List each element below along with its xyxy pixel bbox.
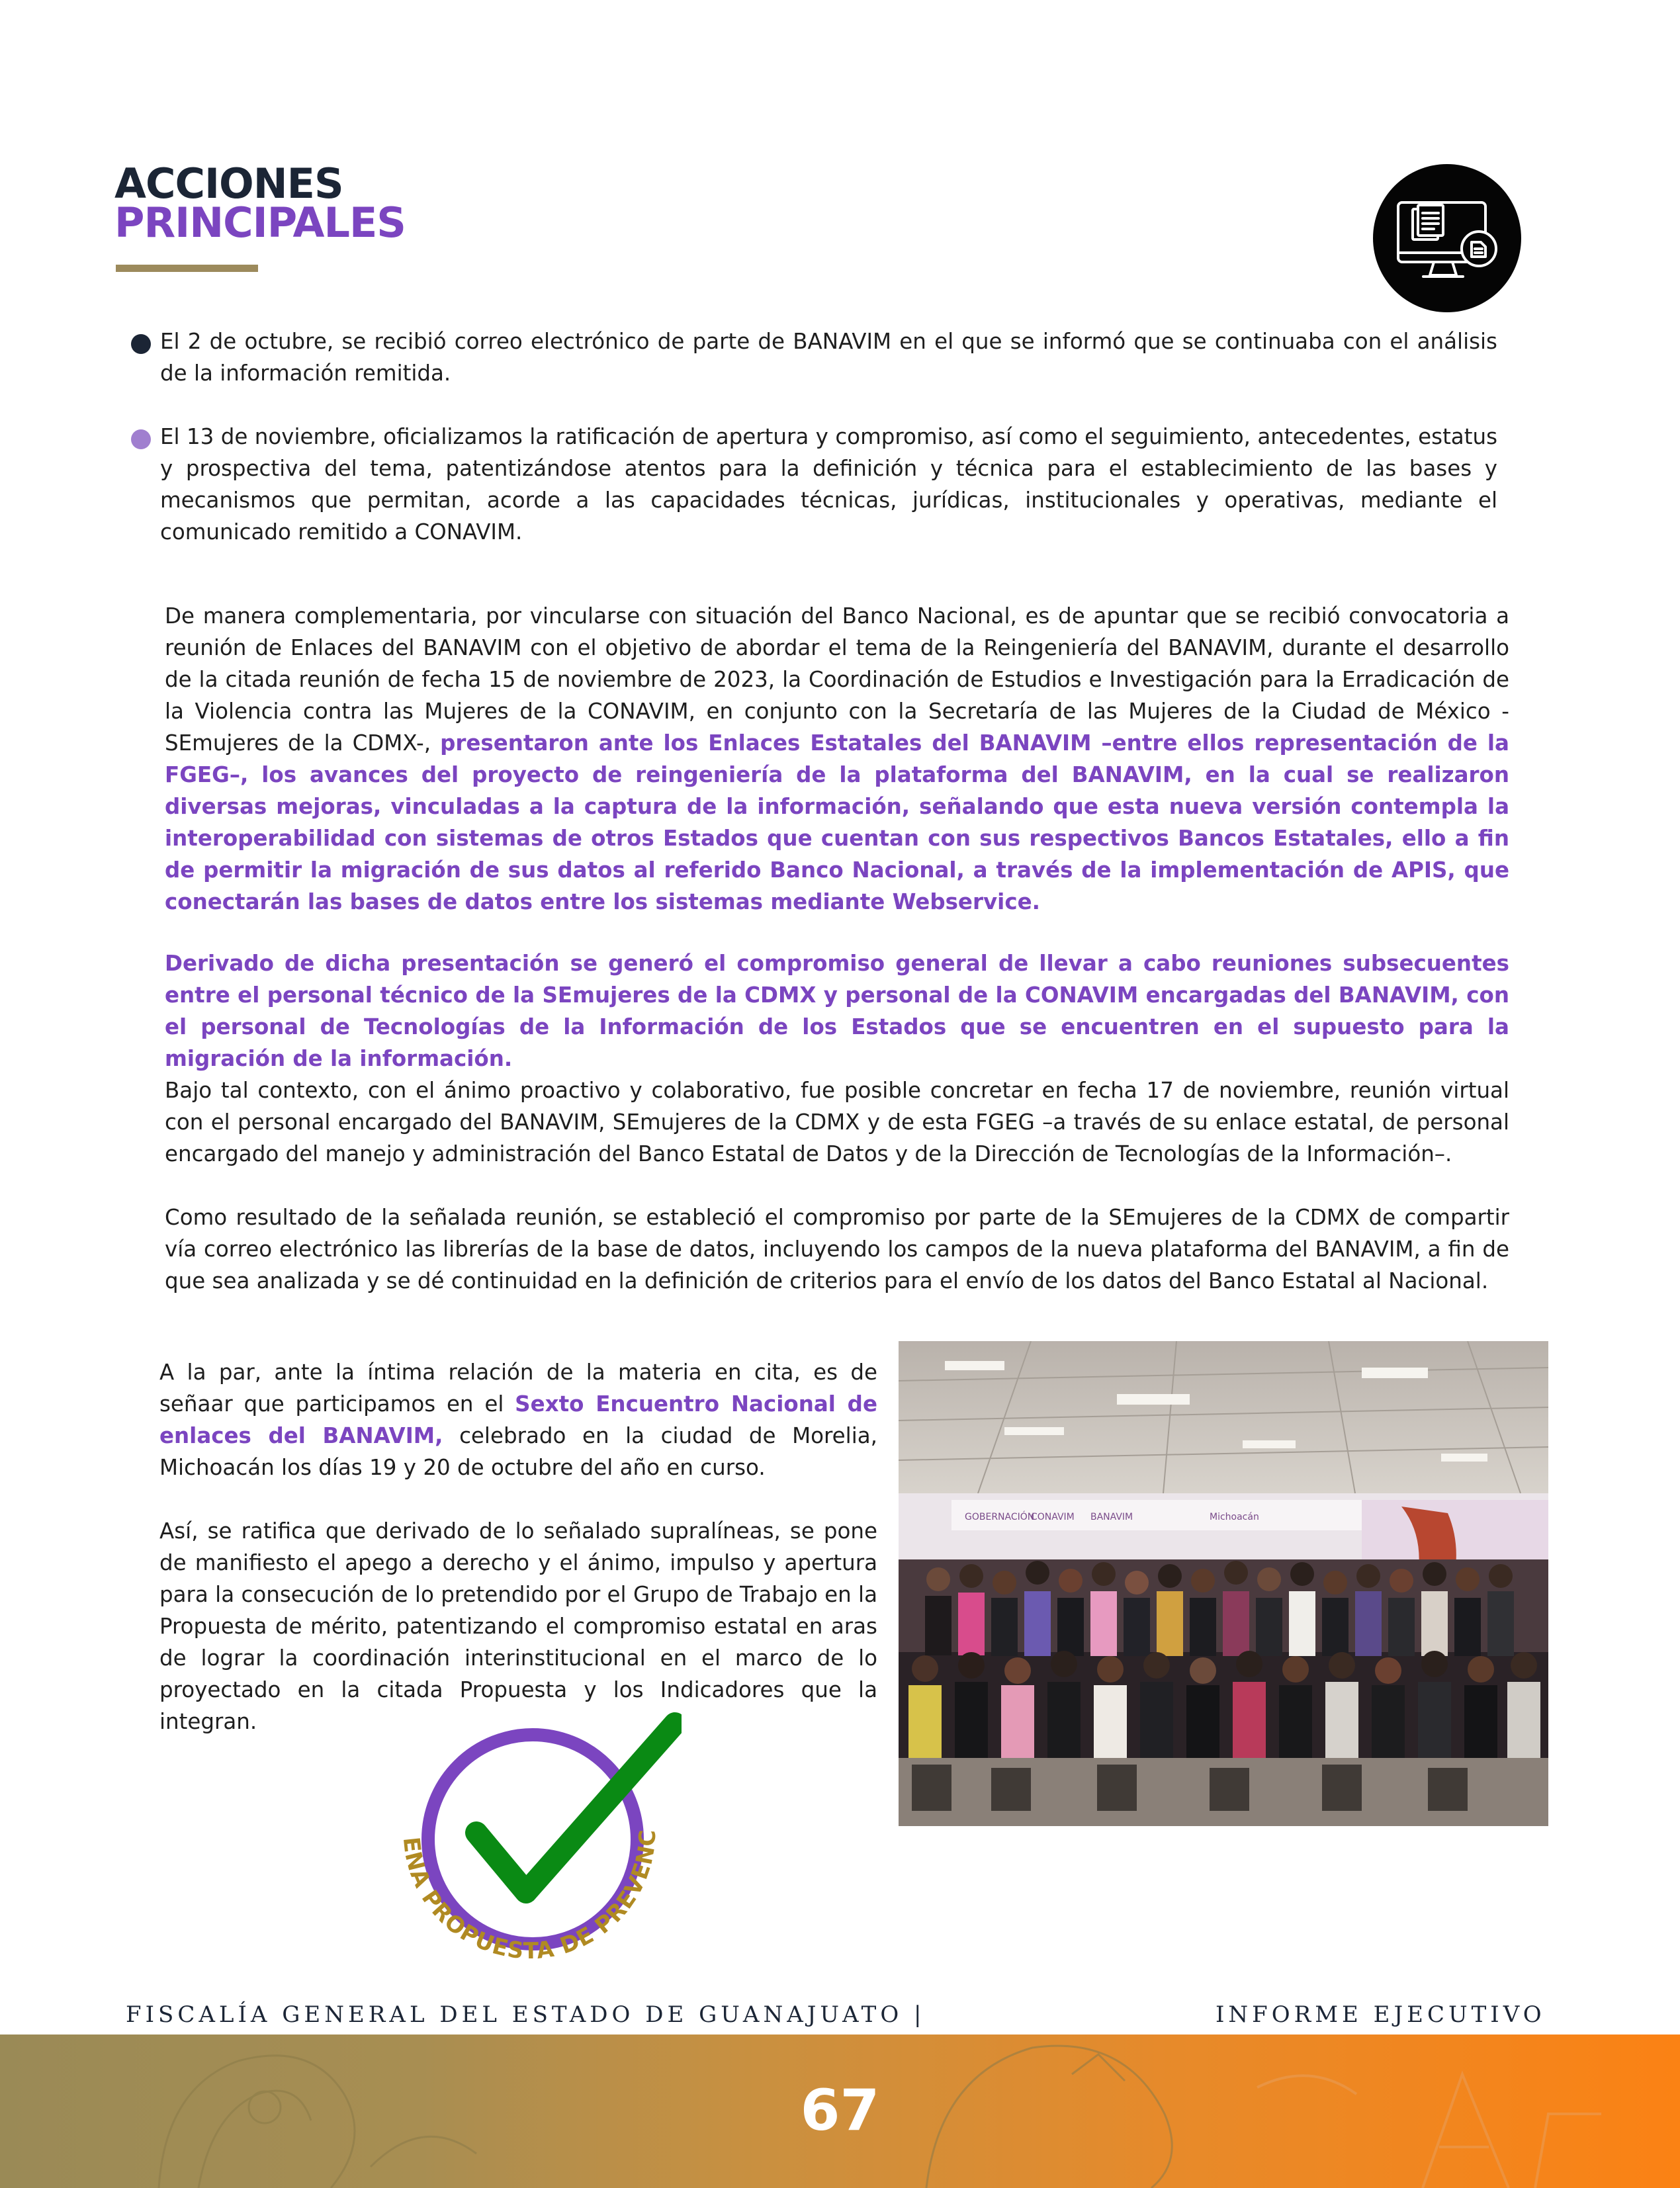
title-underline <box>116 265 258 272</box>
body-paragraph <box>165 600 1509 918</box>
column-paragraph: Así, se ratifica que derivado de lo señalado supralíneas, se pone de manifiesto el apego a derecho y el ánimo, impulso y apertura para la consecución de lo pretendido por el Grupo de Trabajo en la Propuesta de mérito, patentizando el compromiso estatal en aras de lograr la coordinación interinstitucional en el marco de lo proyectado en la citada Propuesta y los Indicadores que la integran. <box>159 1518 877 1734</box>
bullet-item <box>131 326 1497 389</box>
banner-label: Michoacán <box>1210 1512 1259 1522</box>
bullet-text: El 13 de noviembre, oficializamos la ratificación de apertura y compromiso, así como el seguimiento, antecedentes, estatus y prospectiva del tema, patentizándose atentos para la definición y técnica para el establecimiento de las bases y mecanismos que permitan, acorde a las capacidades técnicas, jurídicas, institucionales y operativas, mediante el comunicado remitido a CONAVIM. <box>160 424 1497 545</box>
highlighted-text: presentaron ante los Enlaces Estatales del BANAVIM –entre ellos representación de la FGEG–, los avances del proyecto de reingeniería de la plataforma del BANAVIM, en la cual se realizaron diversas mejoras, vinculadas a la captura de la información, señalando que esta nueva versión contempla la interoperabilidad con sistemas de otros Estados que cuentan con sus respectivos Bancos Estatales, ello a fin de permitir la migración de sus datos al referido Banco Nacional, a través de la implementación de APIS, que conectarán las bases de datos entre los sistemas mediante Webservice. <box>165 730 1509 914</box>
bullet-item <box>131 421 1497 548</box>
section-title-line1: ACCIONES <box>114 159 343 208</box>
banner-label: BANAVIM <box>1090 1512 1133 1522</box>
page-number: 67 <box>800 2078 880 2144</box>
section-title <box>114 159 406 247</box>
banner-label: GOBERNACIÓN <box>965 1512 1035 1522</box>
banner-label: CONAVIM <box>1031 1512 1075 1522</box>
section-title-line2: PRINCIPALES <box>114 198 406 247</box>
footer-institution: FISCALÍA GENERAL DEL ESTADO DE GUANAJUATO | <box>126 2001 926 2028</box>
column-paragraph <box>159 1356 877 1483</box>
bullet-dot-navy <box>131 334 151 354</box>
seal-text: ENA PROPUESTA DE PREVENC <box>397 1828 662 1965</box>
paragraph-text: A la par, ante la íntima relación de la materia en cita, es de señaar que participamos en el <box>159 1360 877 1417</box>
group-photo <box>899 1341 1548 1826</box>
bullet-text: El 2 de octubre, se recibió correo electrónico de parte de BANAVIM en el que se informó que se continuaba con el análisis de la información remitida. <box>160 329 1497 386</box>
computer-documents-icon <box>1373 164 1521 312</box>
paragraph-text: celebrado en la ciudad de Morelia, Michoacán los días 19 y 20 de octubre del año en curso. <box>159 1423 877 1480</box>
body-paragraph: Como resultado de la señalada reunión, se estableció el compromiso por parte de la SEmujeres de la CDMX de compartir vía correo electrónico las librerías de la base de datos, incluyendo los campos de la nueva plataforma del BANAVIM, a fin de que sea analizada y se dé continuidad en la definición de criterios para el envío de los datos del Banco Estatal al Nacional. <box>165 1205 1509 1293</box>
prevention-seal <box>384 1707 682 2005</box>
footer-report-title: INFORME EJECUTIVO <box>1216 2001 1546 2028</box>
event-name: Sexto Encuentro Nacional de enlaces del BANAVIM, <box>159 1391 877 1448</box>
paragraph-text: De manera complementaria, por vincularse con situación del Banco Nacional, es de apuntar que se recibió convocatoria a reunión de Enlaces del BANAVIM con el objetivo de abordar el tema de la Reingeniería del BANAVIM, durante el desarrollo de la citada reunión de fecha 15 de noviembre de 2023, la Coordinación de Estudios e Investigación para la Erradicación de la Violencia contra las Mujeres de la CONAVIM, en conjunto con la Secretaría de las Mujeres de la Ciudad de México -SEmujeres de la CDMX-, <box>165 603 1509 756</box>
body-paragraph: Bajo tal contexto, con el ánimo proactivo y colaborativo, fue posible concretar en fecha 17 de noviembre, reunión virtual con el personal encargado del BANAVIM, SEmujeres de la CDMX y de esta FGEG –a través de su enlace estatal, de personal encargado del manejo y administración del Banco Estatal de Datos y de la Dirección de Tecnologías de la Información–. <box>165 1078 1509 1166</box>
highlighted-paragraph: Derivado de dicha presentación se generó el compromiso general de llevar a cabo reuniones subsecuentes entre el personal técnico de la SEmujeres de la CDMX y personal de la CONAVIM encargadas del BANAVIM, con el personal de Tecnologías de la Información de los Estados que se encuentren en el supuesto para la migración de la información. <box>165 951 1509 1071</box>
bullet-dot-purple <box>131 429 151 449</box>
